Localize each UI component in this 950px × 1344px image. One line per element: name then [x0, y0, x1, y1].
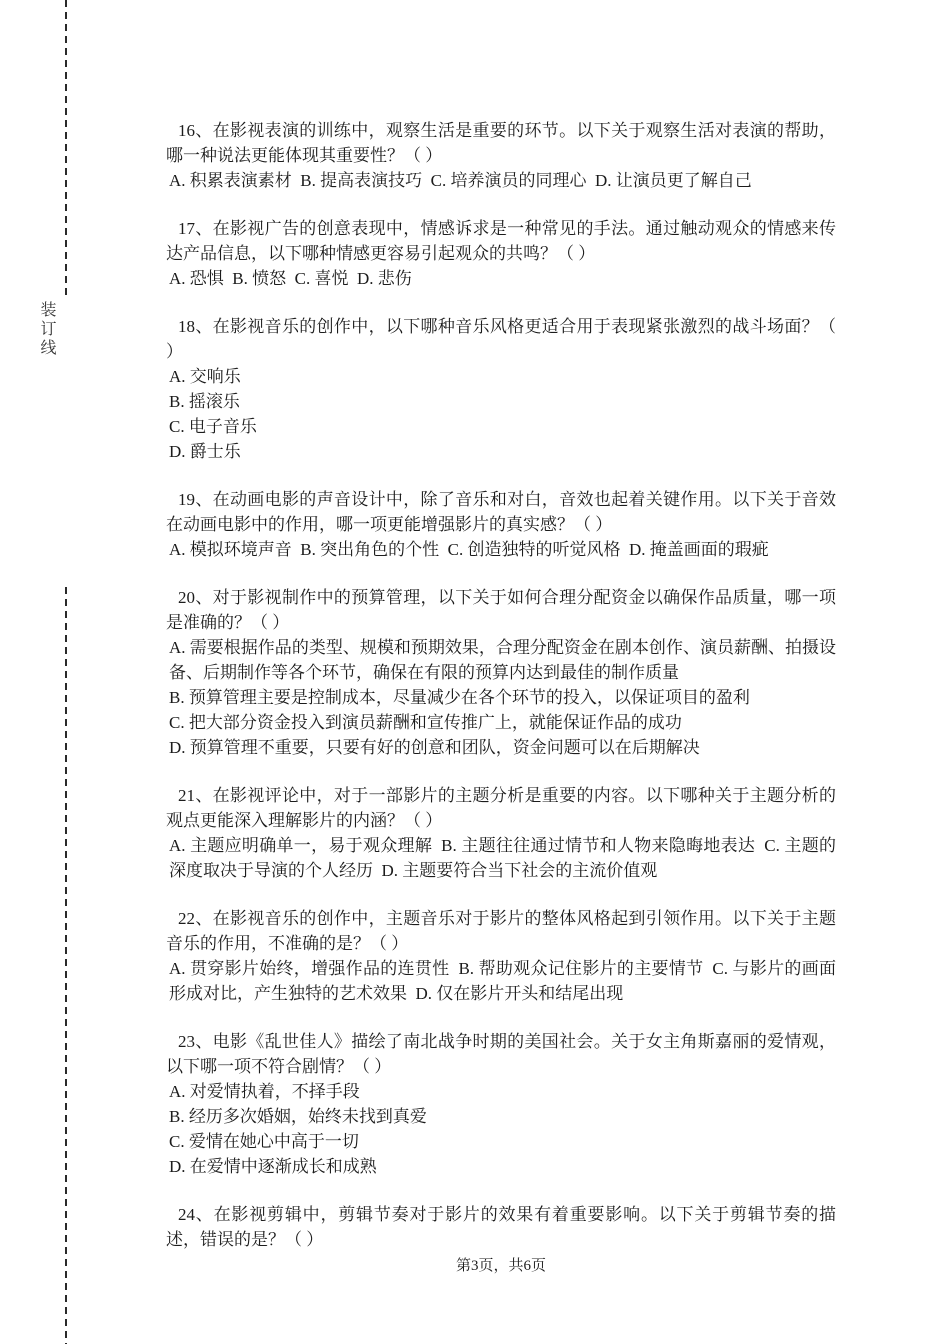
- question-24: [166, 1202, 836, 1252]
- question-23-text: 23、电影《乱世佳人》描绘了南北战争时期的美国社会。关于女主角斯嘉丽的爱情观，以下哪一项不符合剧情？（ ）: [166, 1032, 836, 1076]
- question-22-text: 22、在影视音乐的创作中，主题音乐对于影片的整体风格起到引领作用。以下关于主题音乐的作用，不准确的是？（ ）: [166, 909, 836, 953]
- question-16-options: A. 积累表演素材 B. 提高表演技巧 C. 培养演员的同理心 D. 让演员更了解自己: [169, 171, 752, 190]
- question-19-text: 19、在动画电影的声音设计中，除了音乐和对白，音效也起着关键作用。以下关于音效在动画电影中的作用，哪一项更能增强影片的真实感？（ ）: [166, 490, 836, 534]
- question-18-option-b: B. 摇滚乐: [169, 392, 240, 411]
- question-22: [166, 906, 836, 1006]
- question-17: [166, 216, 836, 291]
- question-18-option-a: A. 交响乐: [169, 367, 241, 386]
- question-23-option-a: A. 对爱情执着，不择手段: [169, 1082, 360, 1101]
- question-23-option-b: B. 经历多次婚姻，始终未找到真爱: [169, 1107, 427, 1126]
- binding-line-bottom: [65, 587, 67, 1344]
- question-18-text: 18、在影视音乐的创作中，以下哪种音乐风格更适合用于表现紧张激烈的战斗场面？（ ）: [166, 317, 836, 361]
- binding-line-top: [65, 0, 67, 295]
- question-18-option-c: C. 电子音乐: [169, 417, 257, 436]
- question-21-options: A. 主题应明确单一，易于观众理解 B. 主题往往通过情节和人物来隐晦地表达 C. 主题的深度取决于导演的个人经历 D. 主题要符合当下社会的主流价值观: [169, 836, 836, 880]
- binding-line-label: 装订线: [38, 301, 55, 358]
- question-19-options: A. 模拟环境声音 B. 突出角色的个性 C. 创造独特的听觉风格 D. 掩盖画面的瑕疵: [169, 540, 769, 559]
- question-17-options: A. 恐惧 B. 愤怒 C. 喜悦 D. 悲伤: [169, 269, 412, 288]
- question-20-text: 20、对于影视制作中的预算管理，以下关于如何合理分配资金以确保作品质量，哪一项是准确的？（ ）: [166, 588, 836, 632]
- question-16: [166, 118, 836, 193]
- question-16-text: 16、在影视表演的训练中，观察生活是重要的环节。以下关于观察生活对表演的帮助，哪一种说法更能体现其重要性？（ ）: [166, 121, 836, 165]
- question-23-option-c: C. 爱情在她心中高于一切: [169, 1132, 359, 1151]
- question-24-text: 24、在影视剪辑中，剪辑节奏对于影片的效果有着重要影响。以下关于剪辑节奏的描述，错误的是？（ ）: [166, 1205, 836, 1249]
- question-20: [166, 585, 836, 760]
- question-23: [166, 1029, 836, 1179]
- question-19: [166, 487, 836, 562]
- exam-page-content: [166, 118, 836, 1275]
- question-20-option-d: D. 预算管理不重要，只要有好的创意和团队，资金问题可以在后期解决: [169, 738, 700, 757]
- question-18-option-d: D. 爵士乐: [169, 442, 241, 461]
- question-21: [166, 783, 836, 883]
- page-footer: 第3页，共6页: [455, 1258, 546, 1274]
- question-20-option-b: B. 预算管理主要是控制成本，尽量减少在各个环节的投入，以保证项目的盈利: [169, 688, 750, 707]
- question-20-option-c: C. 把大部分资金投入到演员薪酬和宣传推广上，就能保证作品的成功: [169, 713, 682, 732]
- question-17-text: 17、在影视广告的创意表现中，情感诉求是一种常见的手法。通过触动观众的情感来传达产品信息，以下哪种情感更容易引起观众的共鸣？（ ）: [166, 219, 836, 263]
- question-20-option-a: A. 需要根据作品的类型、规模和预期效果，合理分配资金在剧本创作、演员薪酬、拍摄设备、后期制作等各个环节，确保在有限的预算内达到最佳的制作质量: [169, 638, 836, 682]
- question-18: [166, 314, 836, 464]
- question-23-option-d: D. 在爱情中逐渐成长和成熟: [169, 1157, 377, 1176]
- question-22-options: A. 贯穿影片始终，增强作品的连贯性 B. 帮助观众记住影片的主要情节 C. 与影片的画面形成对比，产生独特的艺术效果 D. 仅在影片开头和结尾出现: [169, 959, 836, 1003]
- question-21-text: 21、在影视评论中，对于一部影片的主题分析是重要的内容。以下哪种关于主题分析的观点更能深入理解影片的内涵？（ ）: [166, 786, 836, 830]
